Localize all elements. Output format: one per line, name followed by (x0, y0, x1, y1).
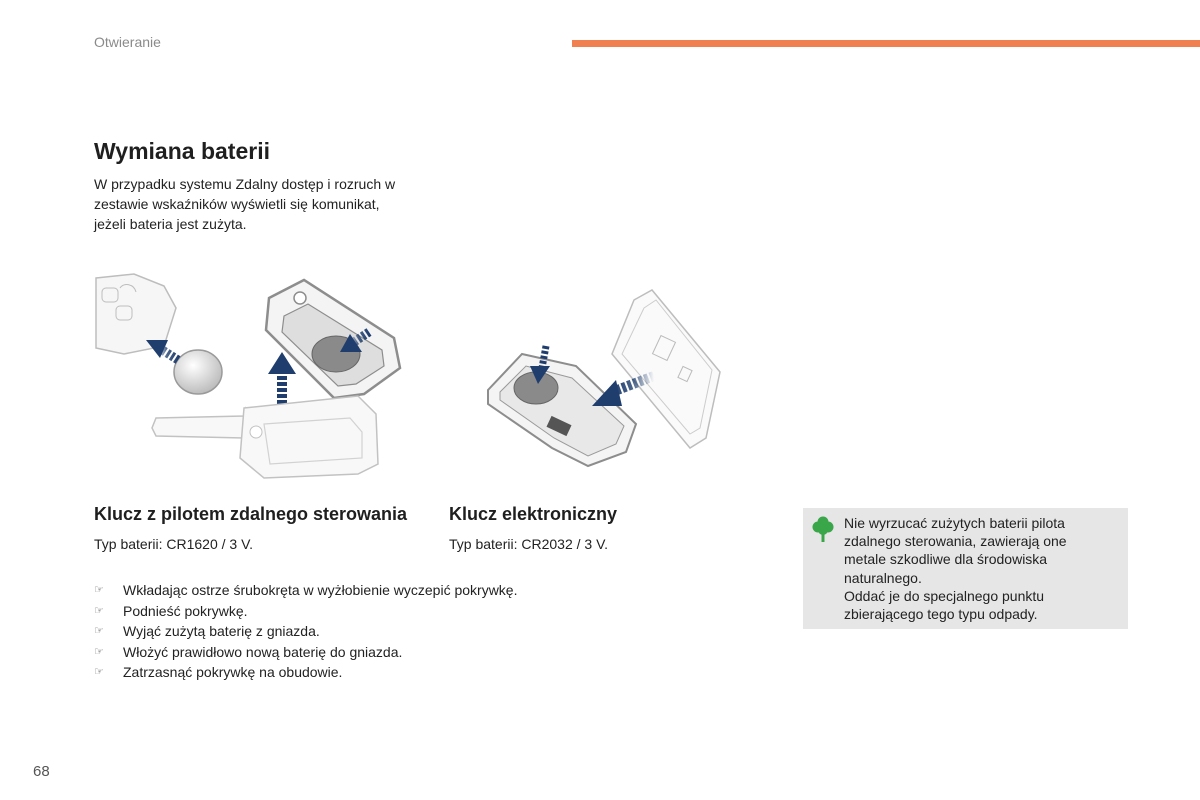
pointing-hand-icon: ☞ (94, 666, 104, 678)
electronic-key-illustration (484, 288, 730, 472)
section-label: Otwieranie (94, 34, 161, 50)
instruction-steps (94, 580, 517, 683)
intro-paragraph: W przypadku systemu Zdalny dostęp i rozruch w zestawie wskaźników wyświetli się komunikat, jeżeli bateria jest zużyta. (94, 176, 396, 232)
electronic-battery-type: Typ baterii: CR2032 / 3 V. (449, 536, 609, 552)
pointing-hand-icon: ☞ (94, 625, 104, 637)
step-item (94, 642, 517, 663)
remote-key-heading: Klucz z pilotem zdalnego sterowania (94, 504, 408, 524)
remote-battery-type: Typ baterii: CR1620 / 3 V. (94, 536, 254, 552)
note-line: zbierającego tego typu odpady. (844, 606, 1038, 623)
header-accent-bar (572, 40, 1200, 47)
environment-note (803, 508, 1128, 629)
step-item (94, 662, 517, 683)
page-number: 68 (33, 763, 50, 780)
step-text: Zatrzasnąć pokrywkę na obudowie. (123, 664, 343, 680)
step-item (94, 621, 517, 642)
step-text: Podnieść pokrywkę. (123, 602, 248, 619)
page-title: Wymiana baterii (94, 138, 270, 164)
note-line: metale szkodliwe dla środowiska (844, 551, 1048, 568)
step-text: Włożyć prawidłowo nową baterię do gniazda. (123, 643, 403, 660)
note-line: zdalnego sterowania, zawierają one (844, 533, 1067, 550)
step-text: Wyjąć zużytą baterię z gniazda. (123, 623, 320, 639)
step-item (94, 601, 517, 622)
step-text: Wkładając ostrze śrubokręta w wyżłobienie wyczepić pokrywkę. (123, 582, 518, 598)
note-line: naturalnego. (844, 569, 922, 586)
electronic-key-heading: Klucz elektroniczny (449, 504, 618, 524)
pointing-hand-icon: ☞ (94, 604, 104, 617)
note-line: Nie wyrzucać zużytych baterii pilota (844, 515, 1065, 531)
tree-icon (812, 515, 834, 547)
pointing-hand-icon: ☞ (94, 645, 104, 658)
step-item (94, 580, 517, 601)
remote-key-illustration (94, 268, 412, 483)
note-line: Oddać je do specjalnego punktu (844, 587, 1045, 604)
pointing-hand-icon: ☞ (94, 584, 104, 596)
